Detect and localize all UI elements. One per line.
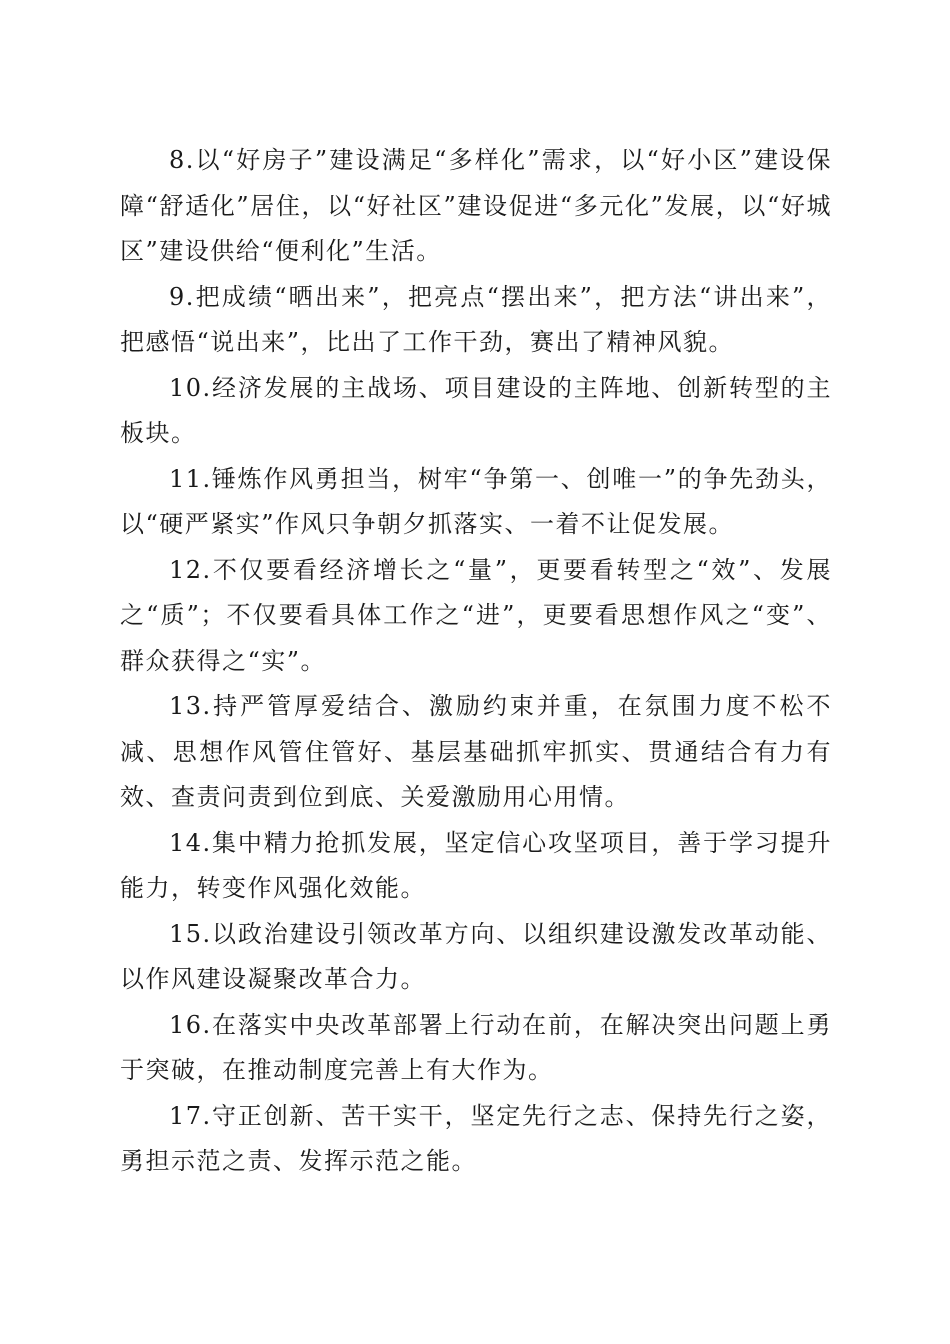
paragraph-16: 16.在落实中央改革部署上行动在前，在解决突出问题上勇于突破，在推动制度完善上有大作为。 <box>120 1010 832 1084</box>
paragraph-17: 17.守正创新、苦干实干，坚定先行之志、保持先行之姿，勇担示范之责、发挥示范之能。 <box>120 1101 832 1175</box>
paragraph-11: 11.锤炼作风勇担当，树牢“争第一、创唯一”的争先劲头，以“硬严紧实”作风只争朝夕抓落实、一着不让促发展。 <box>120 464 832 538</box>
document-body <box>120 138 832 1185</box>
paragraph-9: 9.把成绩“晒出来”，把亮点“摆出来”，把方法“讲出来”，把感悟“说出来”，比出了工作干劲，赛出了精神风貌。 <box>120 282 832 356</box>
paragraph-12: 12.不仅要看经济增长之“量”，更要看转型之“效”、发展之“质”；不仅要看具体工作之“进”，更要看思想作风之“变”、群众获得之“实”。 <box>120 555 832 675</box>
paragraph-15: 15.以政治建设引领改革方向、以组织建设激发改革动能、以作风建设凝聚改革合力。 <box>120 919 832 993</box>
paragraph-13: 13.持严管厚爱结合、激励约束并重，在氛围力度不松不减、思想作风管住管好、基层基础抓牢抓实、贯通结合有力有效、查责问责到位到底、关爱激励用心用情。 <box>120 692 832 811</box>
paragraph-8: 8.以“好房子”建设满足“多样化”需求，以“好小区”建设保障“舒适化”居住，以“好社区”建设促进“多元化”发展，以“好城区”建设供给“便利化”生活。 <box>120 146 832 265</box>
paragraph-10: 10.经济发展的主战场、项目建设的主阵地、创新转型的主板块。 <box>120 373 832 447</box>
paragraph-14: 14.集中精力抢抓发展，坚定信心攻坚项目，善于学习提升能力，转变作风强化效能。 <box>120 828 832 902</box>
